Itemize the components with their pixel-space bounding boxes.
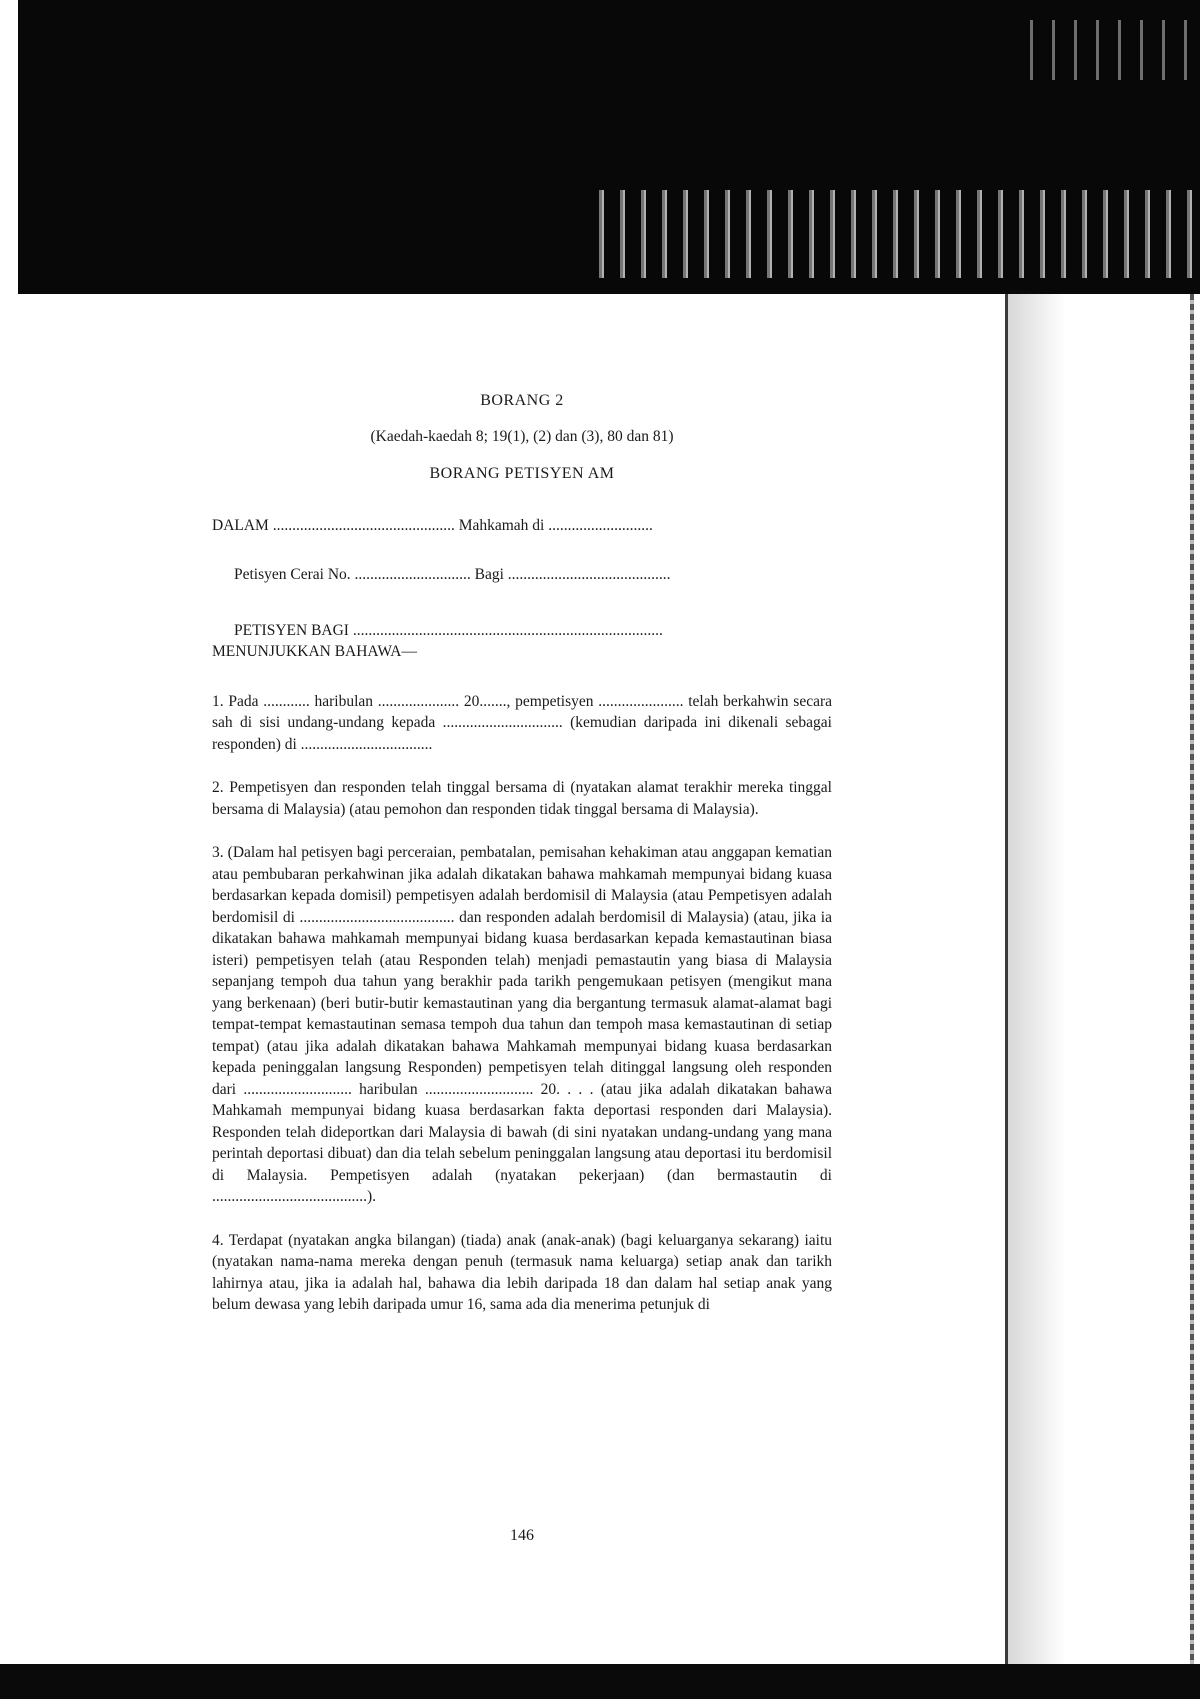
scan-artifact-stripes [590, 190, 1200, 278]
scan-artifact-top [1020, 20, 1200, 80]
book-spine-shadow [1008, 294, 1200, 1664]
form-rules-reference: (Kaedah-kaedah 8; 19(1), (2) dan (3), 80 dan 81) [370, 427, 674, 445]
book-spine-edge [1005, 294, 1008, 1664]
form-title: BORANG 2 [480, 392, 564, 409]
paragraph-3: 3. (Dalam hal petisyen bagi perceraian, pembatalan, pemisahan kehakiman atau anggapan kematian atau pembubaran perkahwinan jika adalah dikatakan bahawa mahkamah mempunyai bidang kuasa berdasarkan kepada domisil) pempetisyen adalah berdomisil di Malaysia (atau Pempetisyen adalah berdomisil di ........................................ dan responden adalah berdomisil di Malaysia) (atau, jika ia dikatakan bahawa mahkamah mempunyai bidang kuasa berdasarkan kepada kemastautinan biasa isteri) pempetisyen telah (atau Responden telah) menjadi pemastautin yang biasa di Malaysia sepanjang tempoh dua tahun yang berakhir pada tarikh pengemukaan petisyen (mengikut mana yang berkenaan) (beri butir-butir kemastautinan yang dia bergantung termasuk alamat-alamat bagi tempat-tempat kemastautinan semasa tempoh dua tahun dan tempoh masa kemastautinan di setiap tempat) (atau jika adalah dikatakan bahawa Mahkamah mempunyai bidang kuasa berdasarkan kepada peninggalan langsung Responden) pempetisyen telah ditinggal langsung oleh responden dari ............................ haribulan ............................ 20. . . . (atau jika adalah dikatakan bahawa Mahkamah mempunyai bidang kuasa berdasarkan fakta deportasi responden dari Malaysia). Responden telah dideportkan dari Malaysia di bawah (di sini nyatakan undang-undang yang mana perintah deportasi dibuat) dan dia telah sebelum peninggalan langsung atau deportasi itu berdomisil di Malaysia. Pempetisyen adalah (nyatakan pekerjaan) (dan bermastautin di ........................................). [212, 844, 832, 1205]
form-name: BORANG PETISYEN AM [429, 465, 615, 482]
page-edge-artifact [1190, 294, 1194, 1664]
petition-for-line: PETISYEN BAGI ................................................................................ [234, 621, 663, 639]
showing-heading: MENUNJUKKAN BAHAWA— [212, 643, 417, 660]
document-page [212, 390, 832, 1544]
paragraph-4: 4. Terdapat (nyatakan angka bilangan) (tiada) anak (anak-anak) (bagi keluarganya sekarang) iaitu (nyatakan nama-nama mereka dengan penuh (termasuk nama keluarga) setiap anak dan tarikh lahirnya atau, jika ia adalah hal, bahawa dia lebih daripada 18 dan dalam hal setiap anak yang belum dewasa yang lebih daripada umur 16, sama ada dia menerima petunjuk di [212, 1231, 832, 1313]
court-line: DALAM ............................................... Mahkamah di ........................... [212, 516, 653, 534]
petition-number-line: Petisyen Cerai No. .............................. Bagi .......................................... [234, 566, 671, 583]
scan-top-dark-band [18, 0, 1200, 294]
paragraph-1: 1. Pada ............ haribulan ..................... 20......., pempetisyen ...................... telah berkahwin secara sah di sisi undang-undang kepada ............................... (kemudian daripada ini dikenali sebagai responden) di .................................. [212, 692, 832, 753]
paragraph-2: 2. Pempetisyen dan responden telah tinggal bersama di (nyatakan alamat terakhir mereka tinggal bersama di Malaysia) (atau pemohon dan responden tidak tinggal bersama di Malaysia). [212, 779, 832, 818]
scan-bottom-dark-band [0, 1664, 1200, 1699]
page-number: 146 [510, 1527, 534, 1544]
